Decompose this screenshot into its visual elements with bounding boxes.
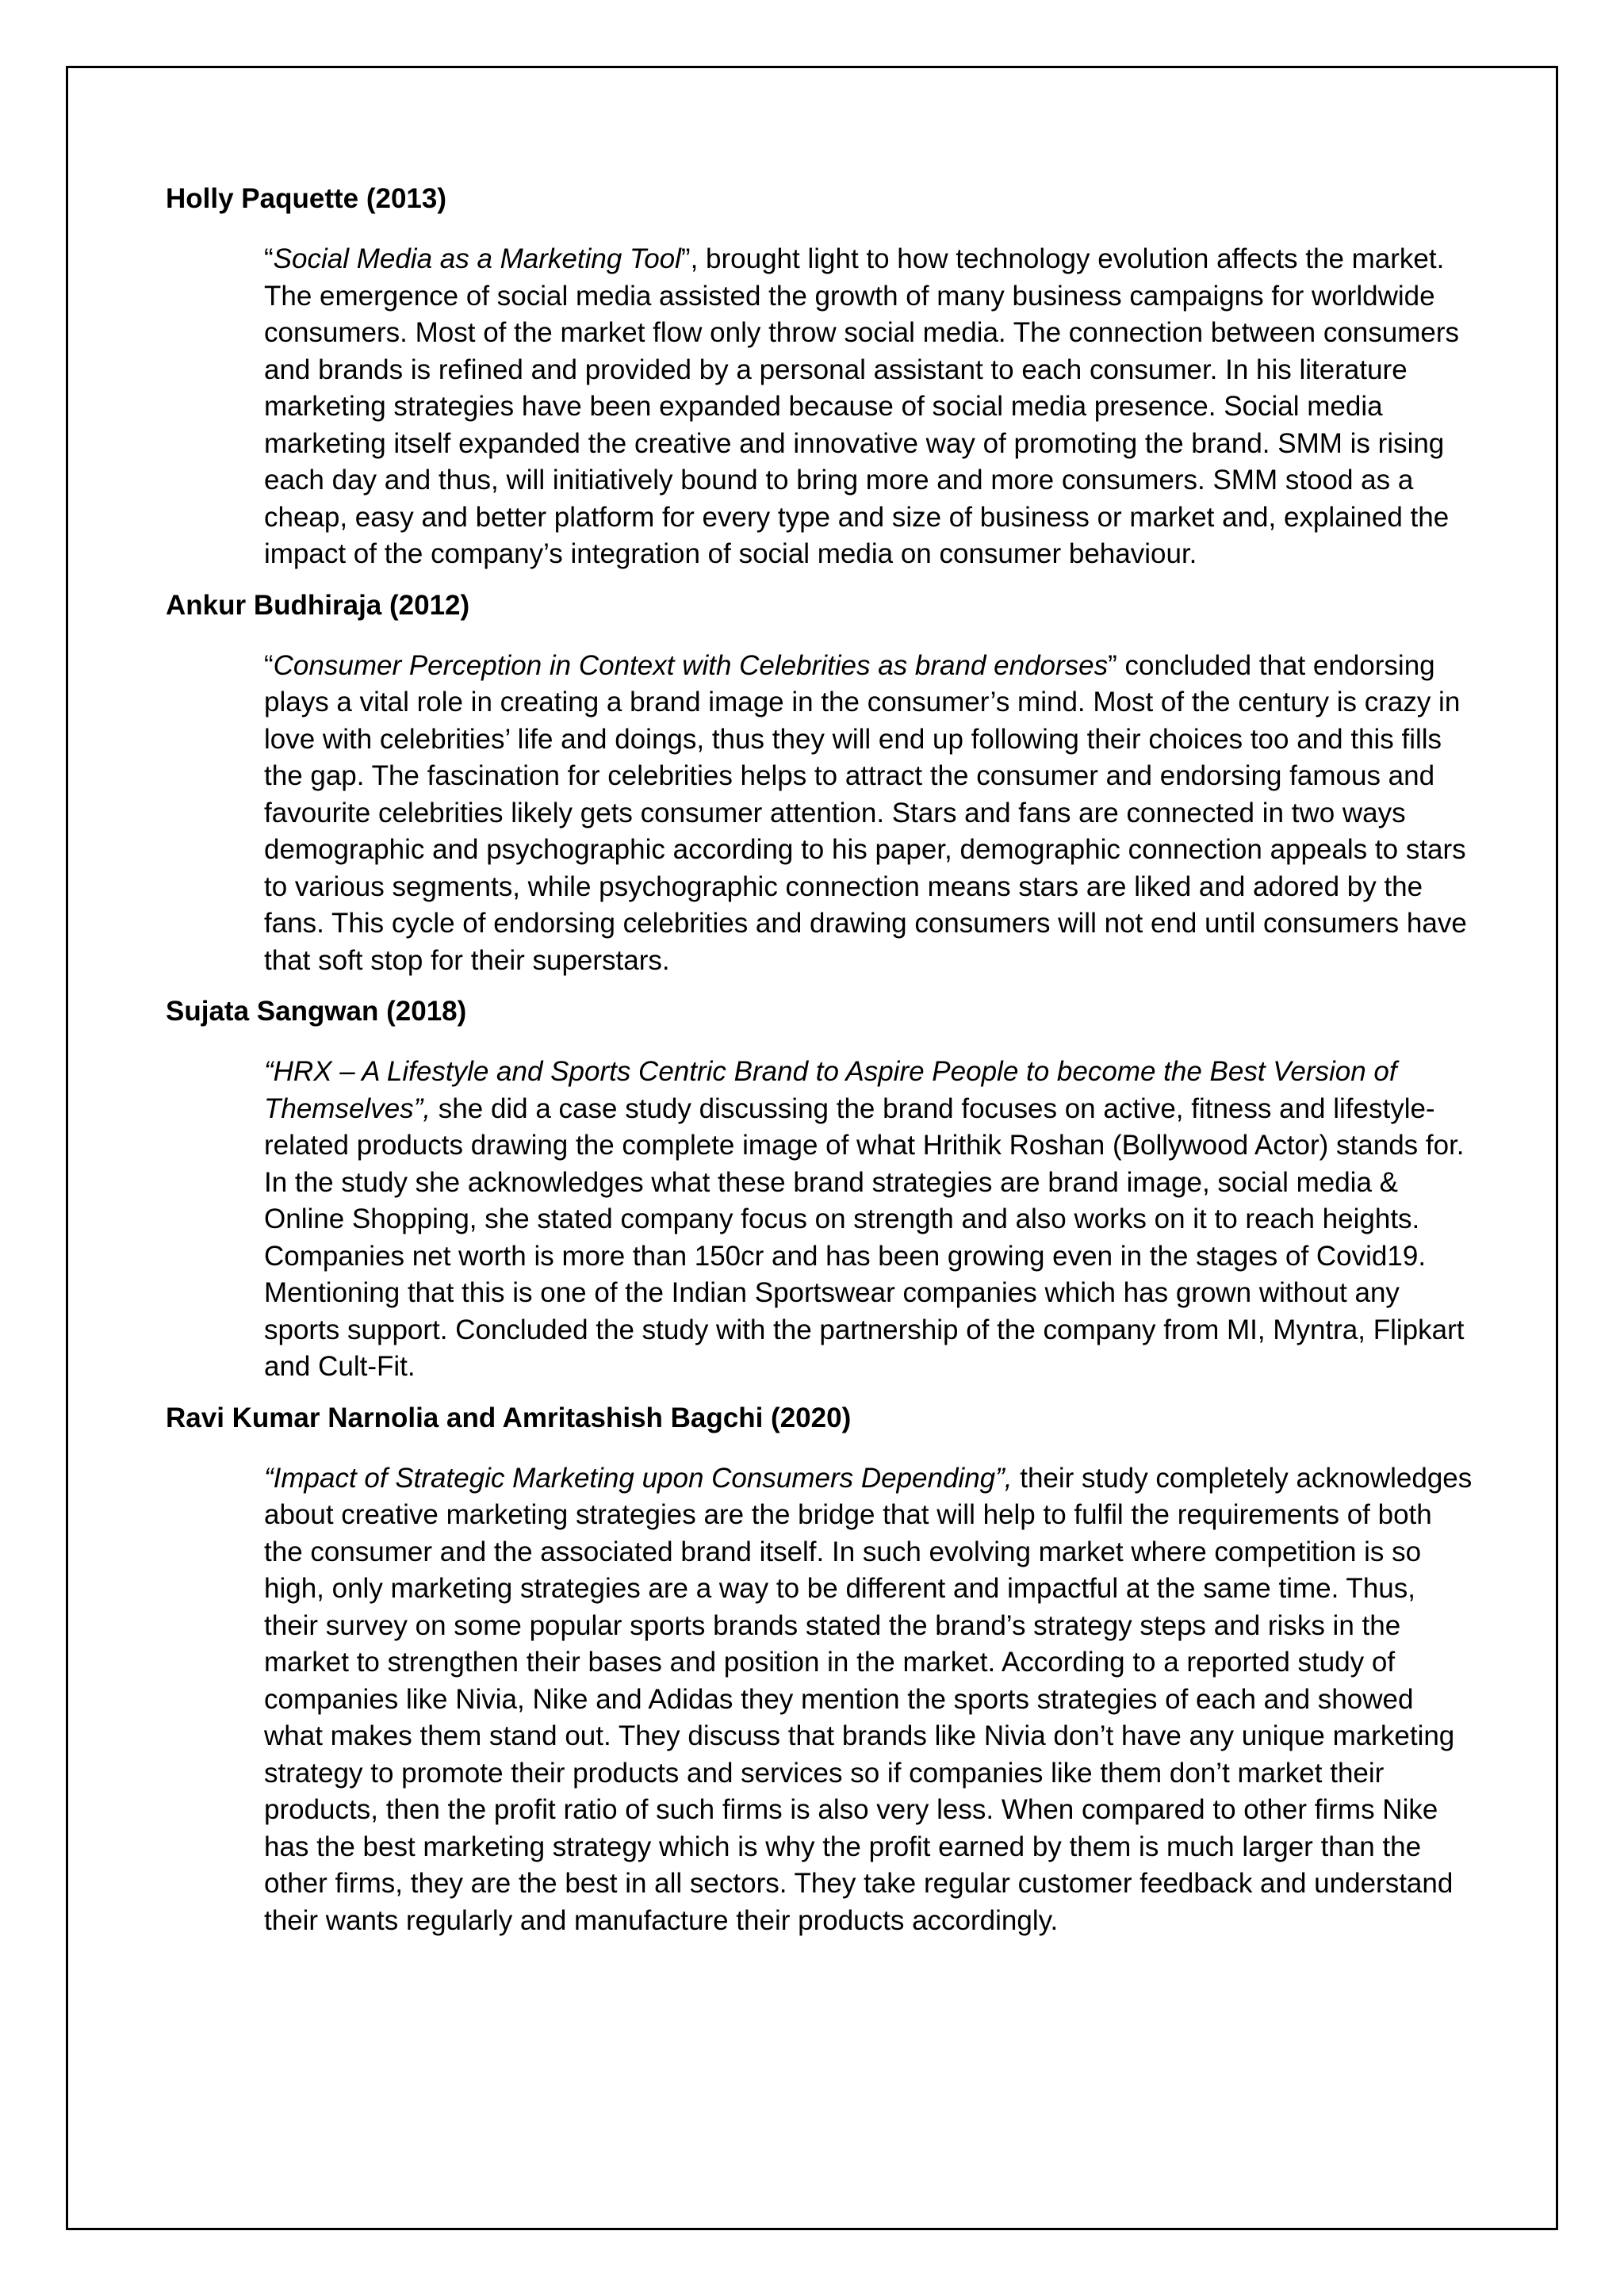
open-quote: “ xyxy=(264,649,274,681)
author-heading: Ravi Kumar Narnolia and Amritashish Bagchi (2020) xyxy=(166,1402,852,1433)
author-heading: Holly Paquette (2013) xyxy=(166,183,446,214)
cited-title: Social Media as a Marketing Tool xyxy=(273,243,681,274)
review-section xyxy=(166,587,1474,980)
review-body: concluded that endorsing plays a vital role in creating a brand image in the consumer’s mind. Most of the century is crazy in love with celebrities’ life and doings, thus they will end up following their choices too and this fills the gap. The fascination for celebrities helps to attract the consumer and endorsing famous and favourite celebrities likely gets consumer attention. Stars and fans are connected in two ways demographic and psychographic according to his paper, demographic connection appeals to stars to various segments, while psychographic connection means stars are liked and adored by the fans. This cycle of endorsing celebrities and drawing consumers will not end until consumers have that soft stop for their superstars. xyxy=(264,649,1467,976)
review-section xyxy=(166,993,1474,1386)
author-heading: Sujata Sangwan (2018) xyxy=(166,996,467,1027)
cited-title: “Impact of Strategic Marketing upon Consumers Depending”, xyxy=(264,1462,1013,1494)
close-quote: ” xyxy=(680,243,691,274)
open-quote: “ xyxy=(264,243,274,274)
review-body: their study completely acknowledges about creative marketing strategies are the bridge that will help to fulfil the requirements of both the consumer and the associated brand itself. In such evolving market where competition is so high, only marketing strategies are a way to be different and impactful at the same time. Thus, their survey on some popular sports brands stated the brand’s strategy steps and risks in the market to strengthen their bases and position in the market. According to a reported study of companies like Nivia, Nike and Adidas they mention the sports strategies of each and showed what makes them stand out. They discuss that brands like Nivia don’t have any unique marketing strategy to promote their products and services so if companies like them don’t market their products, then the profit ratio of such firms is also very less. When compared to other firms Nike has the best marketing strategy which is why the profit earned by them is much larger than the other firms, they are the best in all sectors. They take regular customer feedback and understand their wants regularly and manufacture their products accordingly. xyxy=(264,1462,1473,1936)
review-section xyxy=(166,181,1474,573)
review-paragraph xyxy=(264,1054,1474,1386)
document-body xyxy=(166,181,1474,1954)
review-body: she did a case study discussing the brand focuses on active, fitness and lifestyle-related products drawing the complete image of what Hrithik Roshan (Bollywood Actor) stands for. In the study she acknowledges what these brand strategies are brand image, social media & Online Shopping, she stated company focus on strength and also works on it to reach heights. Companies net worth is more than 150cr and has been growing even in the stages of Covid19. Mentioning that this is one of the Indian Sportswear companies which has grown without any sports support. Concluded the study with the partnership of the company from MI, Myntra, Flipkart and Cult-Fit. xyxy=(264,1093,1465,1382)
review-body: , brought light to how technology evolution affects the market. The emergence of social media assisted the growth of many business campaigns for worldwide consumers. Most of the market flow only throw social media. The connection between consumers and brands is refined and provided by a personal assistant to each consumer. In his literature marketing strategies have been expanded because of social media presence. Social media marketing itself expanded the creative and innovative way of promoting the brand. SMM is rising each day and thus, will initiatively bound to bring more and more consumers. SMM stood as a cheap, easy and better platform for every type and size of business or market and, explained the impact of the company’s integration of social media on consumer behaviour. xyxy=(264,243,1459,569)
review-paragraph xyxy=(264,1460,1474,1940)
review-paragraph xyxy=(264,648,1474,980)
cited-title: “HRX – A Lifestyle and Sports Centric Brand to Aspire People to become the Best Version of Themselves”, xyxy=(264,1056,1397,1124)
close-quote: ” xyxy=(1108,649,1117,681)
author-heading: Ankur Budhiraja (2012) xyxy=(166,589,470,621)
cited-title: Consumer Perception in Context with Celebrities as brand endorses xyxy=(273,649,1109,681)
review-section xyxy=(166,1400,1474,1940)
review-paragraph xyxy=(264,241,1474,573)
